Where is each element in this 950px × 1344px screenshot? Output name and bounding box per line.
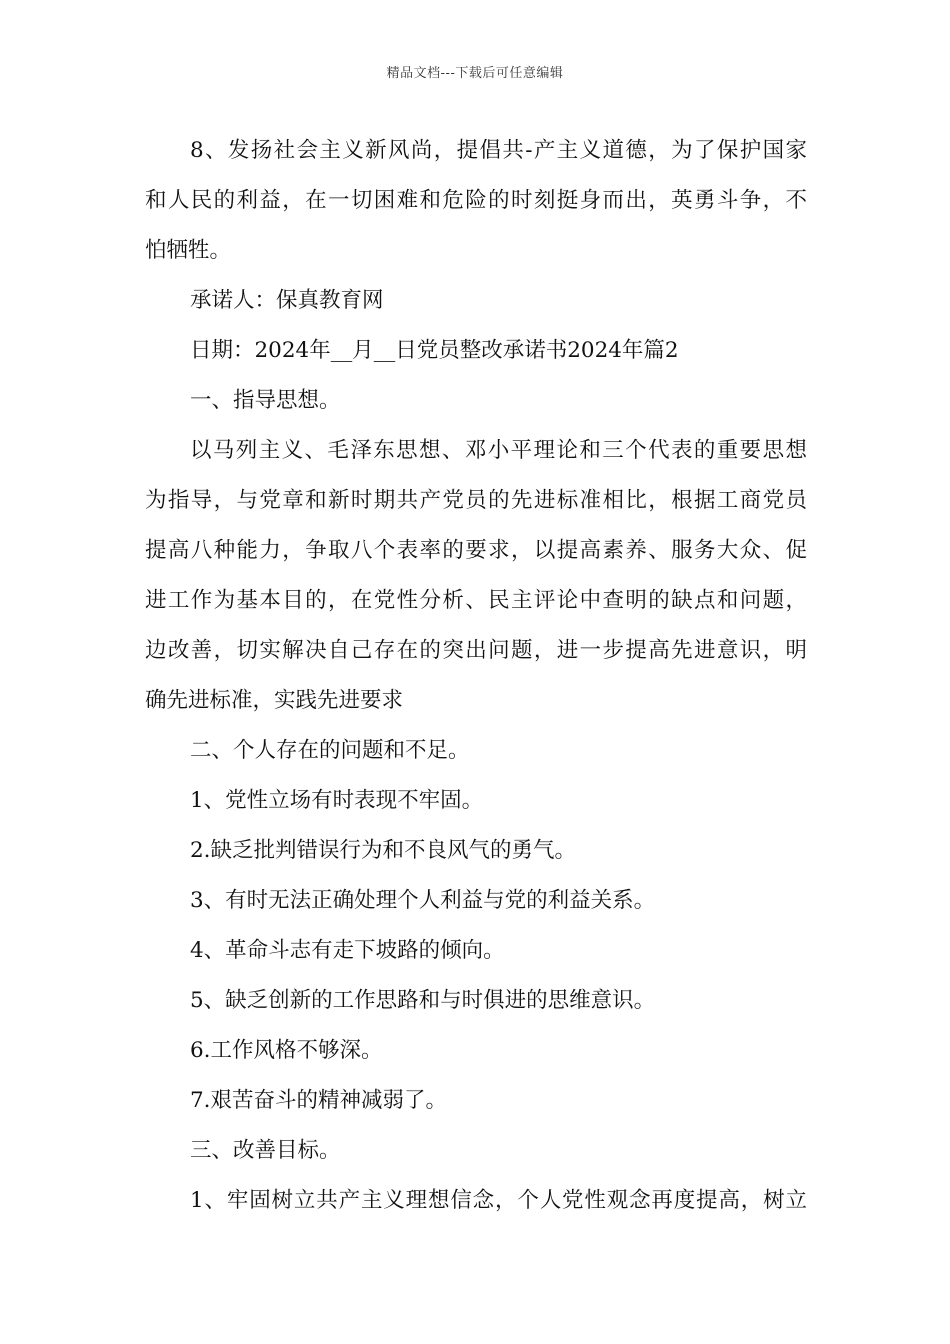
paragraph-line: 进工作为基本目的，在党性分析、民主评论中查明的缺点和问题， xyxy=(145,588,807,613)
paragraph-line: 为指导，与党章和新时期共产党员的先进标准相比，根据工商党员 xyxy=(145,488,807,513)
section-heading: 二、个人存在的问题和不足。 xyxy=(190,738,470,763)
section-heading: 一、指导思想。 xyxy=(190,388,341,413)
document-body xyxy=(145,131,807,1231)
list-item: 1、牢固树立共产主义理想信念，个人党性观念再度提高，树立 xyxy=(190,1188,807,1213)
paragraph-line: 确先进标准，实践先进要求 xyxy=(145,688,404,713)
page-header: 精品文档---下载后可任意编辑 xyxy=(386,66,564,81)
signatory-line: 承诺人：保真教育网 xyxy=(190,288,384,313)
paragraph-line: 边改善，切实解决自己存在的突出问题，进一步提高先进意识，明 xyxy=(145,638,807,663)
paragraph-line: 怕牺牲。 xyxy=(145,238,232,263)
paragraph-line: 以马列主义、毛泽东思想、邓小平理论和三个代表的重要思想 xyxy=(190,438,807,463)
section-heading: 三、改善目标。 xyxy=(190,1138,341,1163)
list-item: 7.艰苦奋斗的精神减弱了。 xyxy=(190,1088,448,1113)
list-item: 5、缺乏创新的工作思路和与时俱进的思维意识。 xyxy=(190,988,656,1013)
paragraph-line: 8、发扬社会主义新风尚，提倡共-产主义道德，为了保护国家 xyxy=(190,138,807,163)
list-item: 4、革命斗志有走下坡路的倾向。 xyxy=(190,938,505,963)
paragraph-line: 提高八种能力，争取八个表率的要求，以提高素养、服务大众、促 xyxy=(145,538,807,563)
paragraph-line: 和人民的利益，在一切困难和危险的时刻挺身而出，英勇斗争，不 xyxy=(145,188,807,213)
list-item: 3、有时无法正确处理个人利益与党的利益关系。 xyxy=(190,888,656,913)
list-item: 2.缺乏批判错误行为和不良风气的勇气。 xyxy=(190,838,577,863)
date-line: 日期：2024年__月__日党员整改承诺书2024年篇2 xyxy=(190,338,679,363)
list-item: 1、党性立场有时表现不牢固。 xyxy=(190,788,484,813)
list-item: 6.工作风格不够深。 xyxy=(190,1038,383,1063)
